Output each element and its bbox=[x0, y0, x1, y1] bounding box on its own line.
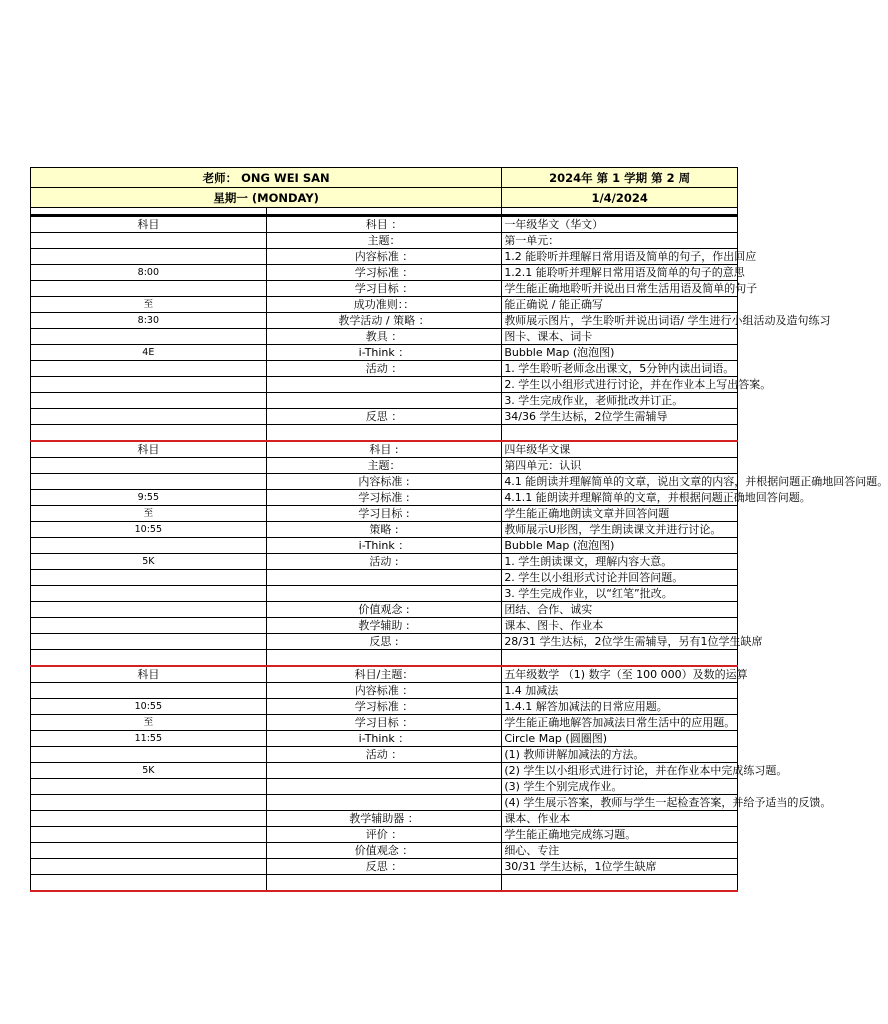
table-row bbox=[31, 699, 738, 715]
field-label bbox=[266, 586, 502, 602]
time-cell: 科目 bbox=[31, 666, 267, 683]
field-value: 学生能正确地完成练习题。 bbox=[502, 827, 738, 843]
field-label bbox=[266, 425, 502, 442]
table-row bbox=[31, 650, 738, 667]
table-row bbox=[31, 393, 738, 409]
time-cell bbox=[31, 458, 267, 474]
field-label: 教具 ： bbox=[266, 329, 502, 345]
field-value bbox=[502, 650, 738, 667]
field-label: 教学辅助 : bbox=[266, 618, 502, 634]
field-label bbox=[266, 377, 502, 393]
time-cell: 9:55 bbox=[31, 490, 267, 506]
time-cell: 科目 bbox=[31, 216, 267, 233]
time-cell bbox=[31, 249, 267, 265]
field-value: 4.1 能朗读并理解简单的文章，说出文章的内容，并根据问题正确地回答问题。 bbox=[502, 474, 738, 490]
time-cell bbox=[31, 618, 267, 634]
time-cell bbox=[31, 747, 267, 763]
table-row bbox=[31, 441, 738, 458]
field-label: 反思 : bbox=[266, 634, 502, 650]
time-cell: 8:30 bbox=[31, 313, 267, 329]
field-label: 价值观念 : bbox=[266, 602, 502, 618]
field-value: 学生能正确地聆听并说出日常生活用语及简单的句子 bbox=[502, 281, 738, 297]
time-cell bbox=[31, 811, 267, 827]
time-cell bbox=[31, 233, 267, 249]
time-cell bbox=[31, 843, 267, 859]
field-value: 30/31 学生达标，1位学生缺席 bbox=[502, 859, 738, 875]
lesson-plan-body bbox=[31, 168, 888, 892]
table-row bbox=[31, 795, 738, 811]
time-cell bbox=[31, 281, 267, 297]
table-row bbox=[31, 843, 738, 859]
week-label: 2024年 第 1 学期 第 2 周 bbox=[502, 168, 738, 188]
field-value bbox=[502, 425, 738, 442]
field-label bbox=[266, 393, 502, 409]
table-row bbox=[31, 538, 738, 554]
field-label bbox=[266, 779, 502, 795]
table-row bbox=[31, 281, 738, 297]
table-row bbox=[31, 570, 738, 586]
field-value: 能正确说 / 能正确写 bbox=[502, 297, 738, 313]
field-label bbox=[266, 875, 502, 892]
field-value: 1.2 能聆听并理解日常用语及简单的句子，作出回应 bbox=[502, 249, 738, 265]
time-cell bbox=[31, 361, 267, 377]
table-row bbox=[31, 586, 738, 602]
field-label: 科目/主题： bbox=[266, 666, 502, 683]
field-value: 教师展示U形图，学生朗读课文并进行讨论。 bbox=[502, 522, 738, 538]
field-label: 反思 ： bbox=[266, 859, 502, 875]
time-cell: 5K bbox=[31, 554, 267, 570]
field-label: 内容标准 ： bbox=[266, 249, 502, 265]
table-row bbox=[31, 747, 738, 763]
field-label: 学习标准 ： bbox=[266, 699, 502, 715]
field-label bbox=[266, 795, 502, 811]
field-value: Bubble Map (泡泡图) bbox=[502, 345, 738, 361]
field-label: 内容标准 ： bbox=[266, 683, 502, 699]
field-value: 34/36 学生达标，2位学生需辅导 bbox=[502, 409, 738, 425]
field-label: 反思 ： bbox=[266, 409, 502, 425]
table-row bbox=[31, 554, 738, 570]
field-label: 活动 ： bbox=[266, 747, 502, 763]
field-value: 课本、作业本 bbox=[502, 811, 738, 827]
field-value: 图卡、课本、词卡 bbox=[502, 329, 738, 345]
date-label: 1/4/2024 bbox=[502, 188, 738, 208]
table-row bbox=[31, 779, 738, 795]
field-value: 1.2.1 能聆听并理解日常用语及简单的句子的意思 bbox=[502, 265, 738, 281]
time-cell bbox=[31, 586, 267, 602]
table-row bbox=[31, 875, 738, 892]
time-cell: 至 bbox=[31, 715, 267, 731]
time-cell bbox=[31, 650, 267, 667]
field-label: 主题： bbox=[266, 458, 502, 474]
field-value: 学生能正确地朗读文章并回答问题 bbox=[502, 506, 738, 522]
field-value: 1. 学生聆听老师念出课文，5分钟内读出词语。 bbox=[502, 361, 738, 377]
table-row bbox=[31, 297, 738, 313]
table-row bbox=[31, 329, 738, 345]
time-cell bbox=[31, 393, 267, 409]
field-value: 细心、专注 bbox=[502, 843, 738, 859]
field-value: 1. 学生朗读课文，理解内容大意。 bbox=[502, 554, 738, 570]
field-value: 第一单元： bbox=[502, 233, 738, 249]
table-row bbox=[31, 425, 738, 442]
table-row bbox=[31, 361, 738, 377]
time-cell bbox=[31, 409, 267, 425]
field-value: (4) 学生展示答案，教师与学生一起检查答案，并给予适当的反馈。 bbox=[502, 795, 738, 811]
table-row bbox=[31, 859, 738, 875]
time-cell bbox=[31, 329, 267, 345]
time-cell: 至 bbox=[31, 297, 267, 313]
field-label bbox=[266, 650, 502, 667]
field-label: 活动 ： bbox=[266, 361, 502, 377]
field-label: 科目 ： bbox=[266, 216, 502, 233]
time-cell: 至 bbox=[31, 506, 267, 522]
time-cell bbox=[31, 570, 267, 586]
table-row bbox=[31, 763, 738, 779]
table-row bbox=[31, 602, 738, 618]
field-value: 五年级数学 （1) 数字（至 100 000）及数的运算 bbox=[502, 666, 738, 683]
field-value: 3. 学生完成作业，以“红笔”批改。 bbox=[502, 586, 738, 602]
field-label: 活动 : bbox=[266, 554, 502, 570]
header-row-1 bbox=[31, 168, 738, 188]
time-cell bbox=[31, 795, 267, 811]
field-value: 28/31 学生达标，2位学生需辅导，另有1位学生缺席 bbox=[502, 634, 738, 650]
time-cell bbox=[31, 634, 267, 650]
day-label: 星期一 (MONDAY) bbox=[31, 188, 502, 208]
field-value: 4.1.1 能朗读并理解简单的文章，并根据问题正确地回答问题。 bbox=[502, 490, 738, 506]
table-row bbox=[31, 313, 738, 329]
field-label bbox=[266, 570, 502, 586]
field-value: 四年级华文课 bbox=[502, 441, 738, 458]
field-label: 教学活动 / 策略 ： bbox=[266, 313, 502, 329]
table-row bbox=[31, 827, 738, 843]
table-row bbox=[31, 731, 738, 747]
field-value: (2) 学生以小组形式进行讨论，并在作业本中完成练习题。 bbox=[502, 763, 738, 779]
time-cell: 8:00 bbox=[31, 265, 267, 281]
field-value: 学生能正确地解答加减法日常生活中的应用题。 bbox=[502, 715, 738, 731]
field-value: Circle Map (圆圈图) bbox=[502, 731, 738, 747]
table-row bbox=[31, 506, 738, 522]
time-cell: 10:55 bbox=[31, 699, 267, 715]
field-label: 学习标准 : bbox=[266, 490, 502, 506]
table-row bbox=[31, 522, 738, 538]
table-row bbox=[31, 683, 738, 699]
field-value: 2. 学生以小组形式讨论并回答问题。 bbox=[502, 570, 738, 586]
time-cell bbox=[31, 827, 267, 843]
field-label: 成功准则：： bbox=[266, 297, 502, 313]
time-cell: 10:55 bbox=[31, 522, 267, 538]
field-label: i-Think ： bbox=[266, 538, 502, 554]
separator-cell bbox=[31, 208, 267, 216]
field-label: 学习目标 : bbox=[266, 506, 502, 522]
field-value: 1.4 加减法 bbox=[502, 683, 738, 699]
time-cell: 4E bbox=[31, 345, 267, 361]
time-cell bbox=[31, 779, 267, 795]
header-row-2 bbox=[31, 188, 738, 208]
table-row bbox=[31, 490, 738, 506]
table-row bbox=[31, 216, 738, 233]
field-label: i-Think ： bbox=[266, 345, 502, 361]
field-label: 教学辅助器 ： bbox=[266, 811, 502, 827]
field-label: 学习目标 ： bbox=[266, 281, 502, 297]
time-cell bbox=[31, 875, 267, 892]
field-value: 教师展示图片，学生聆听并说出词语/ 学生进行小组活动及造句练习 bbox=[502, 313, 738, 329]
field-label: i-Think ： bbox=[266, 731, 502, 747]
field-value: 课本、图卡、作业本 bbox=[502, 618, 738, 634]
table-row bbox=[31, 345, 738, 361]
separator-cell bbox=[266, 208, 502, 216]
field-value: Bubble Map (泡泡图) bbox=[502, 538, 738, 554]
field-label: 科目 : bbox=[266, 441, 502, 458]
field-label: 学习目标 ： bbox=[266, 715, 502, 731]
time-cell bbox=[31, 602, 267, 618]
field-value: 2. 学生以小组形式进行讨论，并在作业本上写出答案。 bbox=[502, 377, 738, 393]
field-label: 策略 : bbox=[266, 522, 502, 538]
field-value: 团结、合作、诚实 bbox=[502, 602, 738, 618]
teacher-name: 老师： ONG WEI SAN bbox=[31, 168, 502, 188]
field-label: 主题： bbox=[266, 233, 502, 249]
table-row bbox=[31, 666, 738, 683]
field-label: 内容标准 : bbox=[266, 474, 502, 490]
field-label bbox=[266, 763, 502, 779]
field-value: (1) 教师讲解加减法的方法。 bbox=[502, 747, 738, 763]
field-value: 3. 学生完成作业，老师批改并订正。 bbox=[502, 393, 738, 409]
time-cell bbox=[31, 425, 267, 442]
field-label: 评价 ： bbox=[266, 827, 502, 843]
time-cell bbox=[31, 683, 267, 699]
table-row bbox=[31, 409, 738, 425]
header-separator bbox=[31, 208, 738, 216]
time-cell bbox=[31, 859, 267, 875]
field-label: 价值观念 ： bbox=[266, 843, 502, 859]
table-row bbox=[31, 634, 738, 650]
field-value: (3) 学生个别完成作业。 bbox=[502, 779, 738, 795]
time-cell: 11:55 bbox=[31, 731, 267, 747]
table-row bbox=[31, 233, 738, 249]
lesson-plan-table bbox=[30, 167, 888, 892]
table-row bbox=[31, 458, 738, 474]
table-row bbox=[31, 474, 738, 490]
table-row bbox=[31, 265, 738, 281]
table-row bbox=[31, 249, 738, 265]
field-value: 1.4.1 解答加减法的日常应用题。 bbox=[502, 699, 738, 715]
field-value: 一年级华文（华文） bbox=[502, 216, 738, 233]
lesson-plan-sheet bbox=[30, 167, 888, 892]
table-row bbox=[31, 811, 738, 827]
field-value: 第四单元：认识 bbox=[502, 458, 738, 474]
time-cell bbox=[31, 377, 267, 393]
time-cell bbox=[31, 474, 267, 490]
time-cell: 科目 bbox=[31, 441, 267, 458]
table-row bbox=[31, 618, 738, 634]
field-value bbox=[502, 875, 738, 892]
table-row bbox=[31, 715, 738, 731]
field-label: 学习标准 ： bbox=[266, 265, 502, 281]
table-row bbox=[31, 377, 738, 393]
time-cell bbox=[31, 538, 267, 554]
separator-cell bbox=[502, 208, 738, 216]
time-cell: 5K bbox=[31, 763, 267, 779]
